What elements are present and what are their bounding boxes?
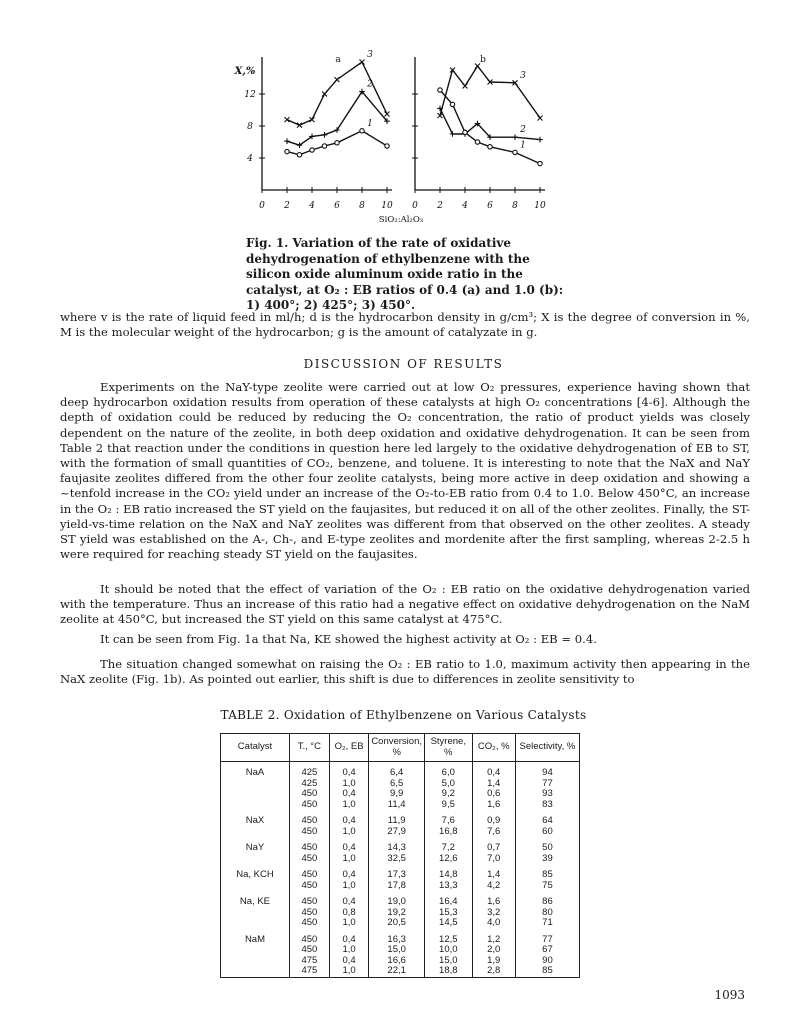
catalyst-cell: Na, KCH <box>221 864 290 891</box>
table-row <box>221 762 580 811</box>
cell-value: 77 <box>542 933 553 945</box>
cell-value: 17,3 <box>387 869 406 880</box>
value-cell-co2 <box>472 864 515 891</box>
cell-value: 3,2 <box>487 906 501 918</box>
y-axis-label: X,% <box>234 66 256 77</box>
cell-value: 18,8 <box>439 965 458 976</box>
curve-label-3: 3 <box>520 70 526 81</box>
cell-value: 450 <box>301 825 318 837</box>
table-row <box>221 864 580 891</box>
value-cell-o2 <box>329 864 368 891</box>
cell-value: 15,0 <box>439 954 458 966</box>
cell-value: 1,4 <box>487 869 501 880</box>
cell-value: 9,9 <box>390 788 404 799</box>
cell-value: 0,4 <box>342 896 356 907</box>
cell-value: 450 <box>301 842 318 853</box>
cell-value: 16,3 <box>387 933 406 945</box>
cell-value: 75 <box>542 879 553 891</box>
x-tick-label: 6 <box>487 201 493 211</box>
cell-value: 6,0 <box>441 767 455 778</box>
paragraph-discussion-3: It can be seen from Fig. 1a that Na, KE showed the highest activity at O₂ : EB = 0.4. <box>100 632 597 646</box>
cell-value: 2,8 <box>487 965 501 976</box>
cell-value: 0,8 <box>342 906 356 918</box>
cell-value: 450 <box>301 933 318 945</box>
col-header-styrene: Styrene, % <box>425 734 473 762</box>
data-point-2 <box>512 134 518 140</box>
value-cell-t <box>289 837 329 864</box>
curve-label-2: 2 <box>367 79 373 90</box>
col-header-selectivity: Selectivity, % <box>515 734 579 762</box>
data-point-3 <box>385 112 390 117</box>
value-cell-sel <box>515 864 579 891</box>
data-point-1 <box>297 153 301 157</box>
data-point-1 <box>322 144 326 148</box>
cell-value: 14,3 <box>387 842 406 853</box>
cell-value: 1,0 <box>342 944 356 955</box>
x-tick-label: 8 <box>359 201 365 211</box>
cell-value: 11,4 <box>387 798 406 810</box>
cell-value: 50 <box>542 842 553 853</box>
data-point-1 <box>285 149 289 153</box>
figure-1-plot <box>0 0 807 235</box>
cell-value: 0,4 <box>342 842 356 853</box>
cell-value: 0,6 <box>487 788 501 799</box>
cell-value: 1,6 <box>487 798 501 810</box>
cell-value: 90 <box>542 954 553 966</box>
data-point-3 <box>310 117 315 122</box>
data-point-3 <box>463 84 468 89</box>
cell-value: 1,0 <box>342 965 356 976</box>
cell-value: 80 <box>542 906 553 918</box>
cell-value: 0,4 <box>487 767 501 778</box>
value-cell-sel <box>515 837 579 864</box>
series-line-3 <box>287 62 387 125</box>
value-cell-sel <box>515 891 579 929</box>
data-point-2 <box>322 132 328 138</box>
table-row <box>221 929 580 978</box>
x-tick-label: 0 <box>412 201 418 211</box>
paragraph-discussion-2: It should be noted that the effect of variation of the O₂ : EB ratio on the oxidative dehydrogenation varied with the temperature. Thus an increase of this ratio had a negative effect on oxidative dehydrogenation on the NaM zeolite at 450°C, but increased the ST yield on this same catalyst at 475°C. <box>60 582 750 627</box>
cell-value: 11,9 <box>387 815 406 826</box>
cell-value: 475 <box>301 954 318 966</box>
cell-value: 450 <box>301 869 318 880</box>
cell-value: 450 <box>301 815 318 826</box>
y-tick-label: 12 <box>244 90 256 100</box>
data-point-3 <box>322 92 327 97</box>
cell-value: 17,8 <box>387 879 406 891</box>
data-point-3 <box>297 123 302 128</box>
cell-value: 9,5 <box>441 798 455 810</box>
cell-value: 425 <box>301 767 318 778</box>
data-point-1 <box>488 145 492 149</box>
cell-value: 2,0 <box>487 944 501 955</box>
value-cell-t <box>289 810 329 837</box>
section-heading: DISCUSSION OF RESULTS <box>303 357 504 371</box>
cell-value: 450 <box>301 788 318 799</box>
cell-value: 1,4 <box>487 777 501 789</box>
cell-value: 0,4 <box>342 767 356 778</box>
cell-value: 71 <box>542 917 553 928</box>
cell-value: 7,0 <box>487 852 501 864</box>
value-cell-sel <box>515 810 579 837</box>
table-title: TABLE 2. Oxidation of Ethylbenzene on Various Catalysts <box>220 708 587 722</box>
cell-value: 7,6 <box>487 825 501 837</box>
col-header-catalyst: Catalyst <box>221 734 290 762</box>
x-tick-label: 2 <box>284 201 290 211</box>
x-tick-label: 2 <box>437 201 443 211</box>
cell-value: 83 <box>542 798 553 810</box>
data-point-2 <box>537 137 543 143</box>
curve-label-1: 1 <box>520 140 526 151</box>
cell-value: 1,0 <box>342 852 356 864</box>
panel-label: a <box>335 55 341 65</box>
value-cell-t <box>289 762 329 811</box>
cell-value: 13,3 <box>439 879 458 891</box>
cell-value: 64 <box>542 815 553 826</box>
data-point-1 <box>450 102 454 106</box>
x-tick-label: 4 <box>309 201 315 211</box>
cell-value: 16,4 <box>439 896 458 907</box>
cell-value: 14,8 <box>439 869 458 880</box>
data-point-3 <box>360 60 365 65</box>
page-number: 1093 <box>714 988 745 1002</box>
value-cell-co2 <box>472 929 515 978</box>
value-cell-conv <box>369 837 425 864</box>
value-cell-co2 <box>472 762 515 811</box>
value-cell-co2 <box>472 837 515 864</box>
cell-value: 450 <box>301 896 318 907</box>
cell-value: 6,5 <box>390 777 404 789</box>
cell-value: 475 <box>301 965 318 976</box>
table-row <box>221 837 580 864</box>
cell-value: 9,2 <box>441 788 455 799</box>
cell-value: 0,4 <box>342 954 356 966</box>
cell-value: 14,5 <box>439 917 458 928</box>
data-point-1 <box>538 161 542 165</box>
x-tick-label: 0 <box>259 201 265 211</box>
figure-1 <box>0 0 807 235</box>
table-row <box>221 810 580 837</box>
col-header-conversion: Conversion, % <box>369 734 425 762</box>
cell-value: 0,4 <box>342 815 356 826</box>
catalyst-cell: NaX <box>221 810 290 837</box>
figure-caption: Fig. 1. Variation of the rate of oxidative dehydrogenation of ethylbenzene with the silicon oxide aluminum oxide ratio in the catalyst, at O₂ : EB ratios of 0.4 (a) and 1.0 (b): 1) 400°; 2) 425°; 3) 450°. <box>246 236 564 312</box>
data-point-3 <box>475 64 480 69</box>
cell-value: 12,6 <box>439 852 458 864</box>
cell-value: 425 <box>301 777 318 789</box>
catalyst-cell: NaY <box>221 837 290 864</box>
cell-value: 86 <box>542 896 553 907</box>
data-point-1 <box>360 129 364 133</box>
cell-value: 4,2 <box>487 879 501 891</box>
value-cell-t <box>289 891 329 929</box>
value-cell-conv <box>369 891 425 929</box>
cell-value: 1,0 <box>342 777 356 789</box>
data-point-1 <box>463 130 467 134</box>
value-cell-o2 <box>329 762 368 811</box>
data-point-2 <box>284 138 290 144</box>
cell-value: 0,4 <box>342 869 356 880</box>
cell-value: 1,6 <box>487 896 501 907</box>
cell-value: 1,2 <box>487 933 501 945</box>
y-tick-label: 4 <box>247 154 253 164</box>
cell-value: 12,5 <box>439 933 458 945</box>
value-cell-o2 <box>329 837 368 864</box>
cell-value: 6,4 <box>390 767 404 778</box>
value-cell-conv <box>369 864 425 891</box>
data-point-1 <box>475 140 479 144</box>
col-header-o2-eb: O₂, EB <box>329 734 368 762</box>
table-row <box>221 891 580 929</box>
data-point-3 <box>335 77 340 82</box>
cell-value: 1,0 <box>342 798 356 810</box>
x-tick-label: 8 <box>512 201 518 211</box>
cell-value: 60 <box>542 825 553 837</box>
value-cell-t <box>289 864 329 891</box>
cell-value: 15,0 <box>387 944 406 955</box>
x-tick-label: 10 <box>381 201 393 211</box>
value-cell-sty <box>425 864 473 891</box>
cell-value: 85 <box>542 869 553 880</box>
curve-label-2: 2 <box>520 125 526 136</box>
panel-label: b <box>480 55 486 65</box>
col-header-co2: CO₂, % <box>472 734 515 762</box>
value-cell-sty <box>425 810 473 837</box>
cell-value: 15,3 <box>439 906 458 918</box>
cell-value: 22,1 <box>387 965 406 976</box>
cell-value: 1,0 <box>342 825 356 837</box>
cell-value: 0,7 <box>487 842 501 853</box>
cell-value: 0,4 <box>342 933 356 945</box>
cell-value: 94 <box>542 767 553 778</box>
cell-value: 1,9 <box>487 954 501 966</box>
value-cell-co2 <box>472 891 515 929</box>
y-tick-label: 8 <box>247 122 253 132</box>
value-cell-o2 <box>329 929 368 978</box>
x-tick-label: 4 <box>462 201 468 211</box>
value-cell-sty <box>425 837 473 864</box>
value-cell-co2 <box>472 810 515 837</box>
cell-value: 7,6 <box>441 815 455 826</box>
col-header-temperature: T., °C <box>289 734 329 762</box>
cell-value: 450 <box>301 852 318 864</box>
value-cell-sel <box>515 762 579 811</box>
cell-value: 4,0 <box>487 917 501 928</box>
data-point-2 <box>450 131 456 137</box>
x-tick-label: 6 <box>334 201 340 211</box>
data-point-1 <box>335 141 339 145</box>
x-axis-label: SiO₂:Al₂O₃ <box>378 215 424 225</box>
cell-value: 20,5 <box>387 917 406 928</box>
data-point-1 <box>310 148 314 152</box>
cell-value: 1,0 <box>342 879 356 891</box>
cell-value: 85 <box>542 965 553 976</box>
cell-value: 27,9 <box>387 825 406 837</box>
value-cell-conv <box>369 810 425 837</box>
cell-value: 10,0 <box>439 944 458 955</box>
data-point-1 <box>513 150 517 154</box>
data-point-1 <box>385 144 389 148</box>
value-cell-conv <box>369 929 425 978</box>
cell-value: 93 <box>542 788 553 799</box>
cell-value: 0,9 <box>487 815 501 826</box>
value-cell-conv <box>369 762 425 811</box>
catalyst-cell: NaM <box>221 929 290 978</box>
cell-value: 16,8 <box>439 825 458 837</box>
cell-value: 450 <box>301 944 318 955</box>
cell-value: 67 <box>542 944 553 955</box>
cell-value: 450 <box>301 906 318 918</box>
data-point-1 <box>438 88 442 92</box>
cell-value: 0,4 <box>342 788 356 799</box>
value-cell-o2 <box>329 810 368 837</box>
paragraph-definitions: where v is the rate of liquid feed in ml/h; d is the hydrocarbon density in g/cm³; X is the degree of conversion in %, M is the molecular weight of the hydrocarbon; g is the amount of catalyzate in g. <box>60 310 750 340</box>
value-cell-sel <box>515 929 579 978</box>
cell-value: 19,0 <box>387 896 406 907</box>
value-cell-sty <box>425 762 473 811</box>
table-2 <box>220 733 580 978</box>
curve-label-1: 1 <box>367 118 373 129</box>
cell-value: 5,0 <box>441 777 455 789</box>
cell-value: 77 <box>542 777 553 789</box>
curve-label-3: 3 <box>367 50 373 60</box>
value-cell-sty <box>425 929 473 978</box>
value-cell-sty <box>425 891 473 929</box>
cell-value: 16,6 <box>387 954 406 966</box>
data-point-3 <box>538 116 543 121</box>
catalyst-cell: NaA <box>221 762 290 811</box>
catalyst-cell: Na, KE <box>221 891 290 929</box>
cell-value: 7,2 <box>441 842 455 853</box>
value-cell-o2 <box>329 891 368 929</box>
cell-value: 39 <box>542 852 553 864</box>
value-cell-t <box>289 929 329 978</box>
cell-value: 19,2 <box>387 906 406 918</box>
cell-value: 450 <box>301 798 318 810</box>
paragraph-discussion-4: The situation changed somewhat on raising the O₂ : EB ratio to 1.0, maximum activity then appearing in the NaX zeolite (Fig. 1b). As pointed out earlier, this shift is due to differences in zeolite sensitivity to <box>60 657 750 687</box>
paragraph-discussion-1: Experiments on the NaY-type zeolite were carried out at low O₂ pressures, experience having shown that deep hydrocarbon oxidation results from operation of these catalysts at high O₂ concentrations [4-6]. Although the depth of oxidation could be reduced by reducing the O₂ concentration, the ratio of product yields was closely dependent on the nature of the zeolite, in both deep oxidation and oxidative dehydrogenation. It can be seen from Table 2 that reaction under the conditions in question here led largely to the oxidative dehydrogenation of EB to ST, with the formation of small quantities of CO₂, benzene, and toluene. It is interesting to note that the NaX and NaY faujasite zeolites differed from the other four zeolite catalysts, being more active in deep oxidation and showing a ~tenfold increase in the CO₂ yield under an increase of the O₂-to-EB ratio from 0.4 to 1.0. Below 450°C, an increase in the O₂ : EB ratio increased the ST yield on the faujasites, but reduced it on all of the other zeolites. Finally, the ST-yield-vs-time relation on the NaX and NaY zeolites was different from that observed on the other zeolites. A steady ST yield was established on the A-, Ch-, and E-type zeolites and mordenite after the first sampling, whereas 2-2.5 h were required for reaching steady ST yield on the faujasites. <box>60 380 750 562</box>
cell-value: 450 <box>301 917 318 928</box>
cell-value: 1,0 <box>342 917 356 928</box>
x-tick-label: 10 <box>534 201 546 211</box>
data-point-3 <box>285 117 290 122</box>
cell-value: 450 <box>301 879 318 891</box>
cell-value: 32,5 <box>387 852 406 864</box>
